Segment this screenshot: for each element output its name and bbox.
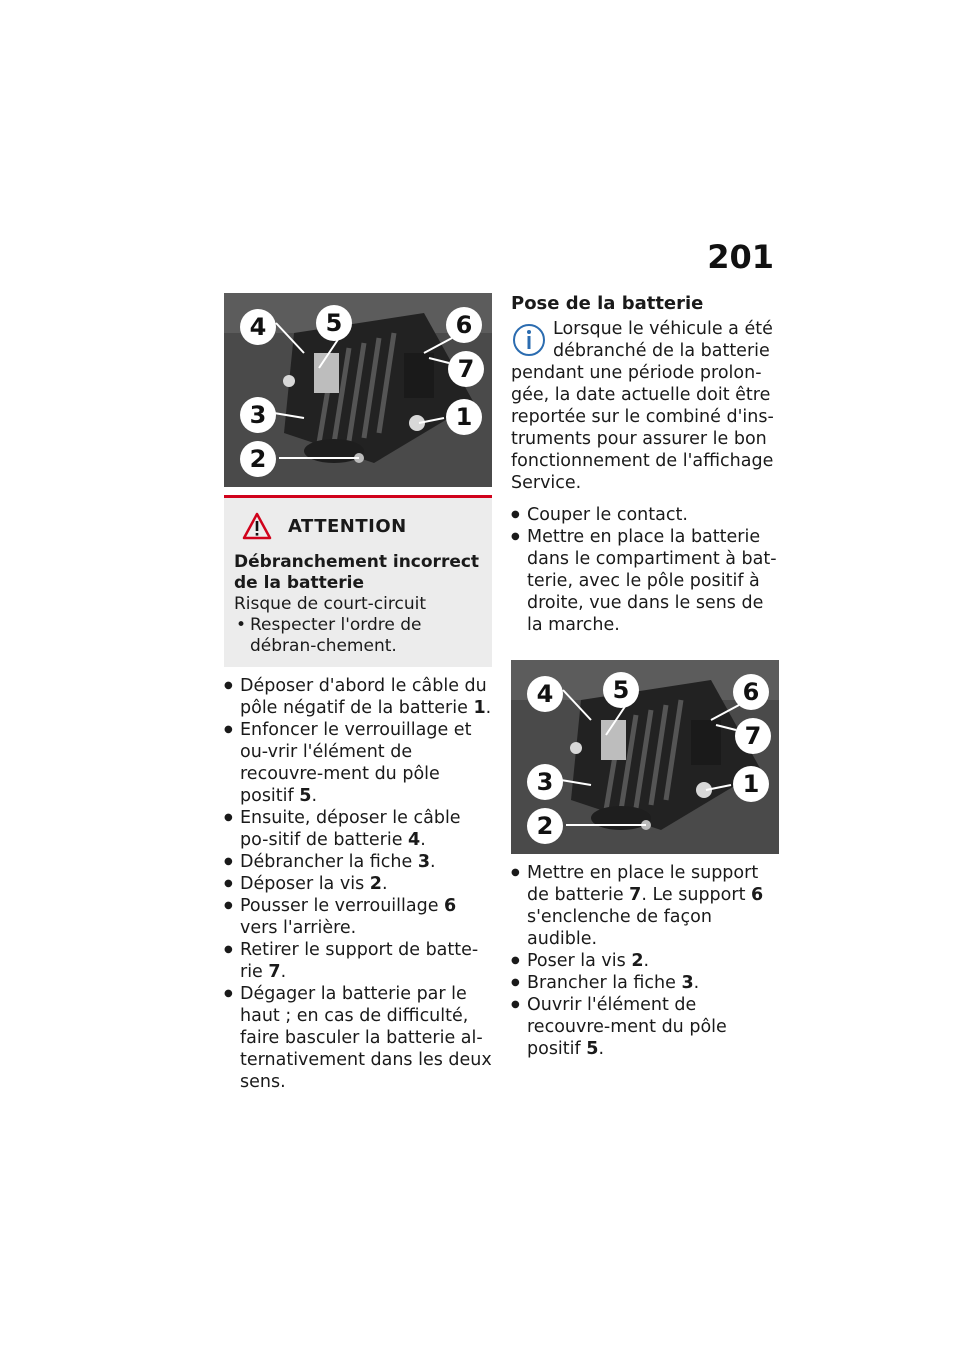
callout-6: 6 bbox=[733, 674, 769, 710]
section-title: Pose de la batterie bbox=[511, 293, 704, 314]
callout-2: 2 bbox=[240, 441, 276, 477]
warning-risk: Risque de court-circuit bbox=[234, 594, 426, 614]
list-item: ● Déposer d'abord le câble du pôle négatif de la batterie 1. bbox=[224, 675, 492, 719]
callout-5: 5 bbox=[603, 672, 639, 708]
installation-steps-a bbox=[511, 504, 779, 636]
list-item: ● Ensuite, déposer le câble po-sitif de batterie 4. bbox=[224, 807, 492, 851]
page-number: 201 bbox=[707, 238, 774, 276]
right-column bbox=[511, 293, 779, 1060]
callout-4: 4 bbox=[527, 676, 563, 712]
list-item: ● Mettre en place la batterie dans le compartiment à bat-terie, avec le pôle positif à droite, vue dans le sens de la marche. bbox=[511, 526, 779, 636]
callout-7: 7 bbox=[448, 351, 484, 387]
list-item: ● Débrancher la fiche 3. bbox=[224, 851, 492, 873]
callout-1: 1 bbox=[733, 766, 769, 802]
list-item: ● Mettre en place le support de batterie 7. Le support 6 s'enclenche de façon audible. bbox=[511, 862, 779, 950]
battery-figure-removal bbox=[224, 293, 492, 487]
warning-instruction: • Respecter l'ordre de débran-chement. bbox=[234, 615, 482, 657]
info-icon bbox=[511, 318, 547, 358]
list-item: ● Retirer le support de batte-rie 7. bbox=[224, 939, 492, 983]
callout-3: 3 bbox=[240, 397, 276, 433]
warning-header bbox=[234, 512, 482, 540]
list-item: ● Pousser le verrouillage 6 vers l'arrière. bbox=[224, 895, 492, 939]
warning-triangle-icon bbox=[242, 512, 272, 540]
callout-4: 4 bbox=[240, 309, 276, 345]
callout-3: 3 bbox=[527, 764, 563, 800]
list-item: ● Enfoncer le verrouillage et ou-vrir l'élément de recouvre-ment du pôle positif 5. bbox=[224, 719, 492, 807]
list-item: ● Déposer la vis 2. bbox=[224, 873, 492, 895]
callout-2: 2 bbox=[527, 808, 563, 844]
list-item: ● Brancher la fiche 3. bbox=[511, 972, 779, 994]
list-item: ● Couper le contact. bbox=[511, 504, 779, 526]
list-item: ● Dégager la batterie par le haut ; en cas de difficulté, faire basculer la batterie al-ternativement dans les deux sens. bbox=[224, 983, 492, 1093]
list-item: ● Poser la vis 2. bbox=[511, 950, 779, 972]
callout-1: 1 bbox=[446, 399, 482, 435]
battery-figure-installation bbox=[511, 660, 779, 854]
callout-7: 7 bbox=[735, 718, 771, 754]
info-note bbox=[511, 318, 779, 494]
info-text: Lorsque le véhicule a été débranché de la batterie pendant une période prolon-gée, la date actuelle doit être reportée sur le combiné d'ins-truments pour assurer le bon fonctionnement de l'affichage Service. bbox=[511, 319, 774, 493]
warning-subtitle: Débranchement incorrect de la batterie bbox=[234, 552, 480, 593]
list-item: ● Ouvrir l'élément de recouvre-ment du pôle positif 5. bbox=[511, 994, 779, 1060]
warning-box bbox=[224, 495, 492, 667]
warning-title: ATTENTION bbox=[288, 515, 407, 537]
installation-steps-b bbox=[511, 862, 779, 1060]
callout-6: 6 bbox=[446, 307, 482, 343]
removal-steps-list bbox=[224, 675, 492, 1093]
callout-5: 5 bbox=[316, 305, 352, 341]
left-column bbox=[224, 293, 492, 1093]
